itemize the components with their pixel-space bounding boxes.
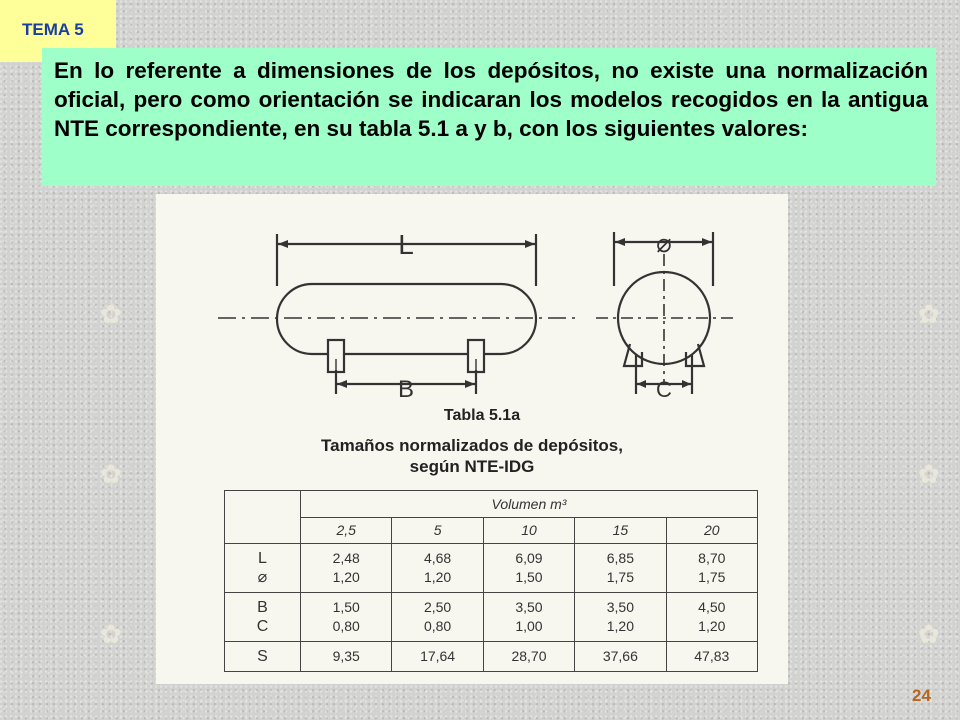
- tank-drawing: [156, 194, 788, 404]
- column-header: 10: [483, 517, 574, 544]
- table-row: [225, 544, 758, 593]
- table-cell: 6,09 1,50: [483, 544, 574, 593]
- table-cell: 28,70: [483, 642, 574, 672]
- table-title: [156, 435, 788, 477]
- watermark-symbol: ✿: [918, 300, 940, 330]
- column-header: 2,5: [301, 517, 392, 544]
- table-cell: 2,50 0,80: [392, 593, 483, 642]
- table-caption: Tabla 5.1a: [443, 407, 521, 424]
- watermark-symbol: ✿: [100, 620, 122, 650]
- watermark-symbol: ✿: [100, 300, 122, 330]
- row-label: S: [225, 642, 301, 672]
- table-cell: 2,48 1,20: [301, 544, 392, 593]
- table-corner-cell: [225, 491, 301, 544]
- dimensions-table: [224, 490, 758, 672]
- table-cell: 4,50 1,20: [666, 593, 757, 642]
- table-cell: 8,70 1,75: [666, 544, 757, 593]
- volume-header: Volumen m³: [301, 491, 758, 518]
- dimension-label-diameter: ⌀: [656, 229, 672, 259]
- topic-badge: TEMA 5: [0, 0, 116, 62]
- table-cell: 9,35: [301, 642, 392, 672]
- table-title-line1: Tamaños normalizados de depósitos,: [321, 436, 623, 455]
- row-label: B C: [225, 593, 301, 642]
- table-cell: 3,50 1,20: [575, 593, 666, 642]
- column-header: 5: [392, 517, 483, 544]
- watermark-symbol: ✿: [100, 460, 122, 490]
- column-header: 20: [666, 517, 757, 544]
- watermark-symbol: ✿: [918, 460, 940, 490]
- table-title-line2: según NTE-IDG: [409, 457, 535, 476]
- column-header: 15: [575, 517, 666, 544]
- table-cell: 37,66: [575, 642, 666, 672]
- table-cell: 47,83: [666, 642, 757, 672]
- scanned-figure: [156, 194, 788, 684]
- table-cell: 6,85 1,75: [575, 544, 666, 593]
- table-row: [225, 593, 758, 642]
- watermark-symbol: ✿: [918, 620, 940, 650]
- table-cell: 1,50 0,80: [301, 593, 392, 642]
- dimension-label-L: L: [398, 229, 414, 260]
- dimension-label-B: B: [397, 376, 415, 403]
- table-cell: 4,68 1,20: [392, 544, 483, 593]
- page-number: 24: [912, 686, 931, 705]
- table-row: [225, 642, 758, 672]
- intro-paragraph: En lo referente a dimensiones de los depósitos, no existe una normalización oficial, pero como orientación se indicaran los modelos recogidos en la antigua NTE correspondiente, en su tabla 5.1 a y b, con los siguientes valores:: [42, 48, 936, 186]
- row-label: L ⌀: [225, 544, 301, 593]
- dimension-label-C: C: [656, 377, 672, 402]
- table-cell: 3,50 1,00: [483, 593, 574, 642]
- table-cell: 17,64: [392, 642, 483, 672]
